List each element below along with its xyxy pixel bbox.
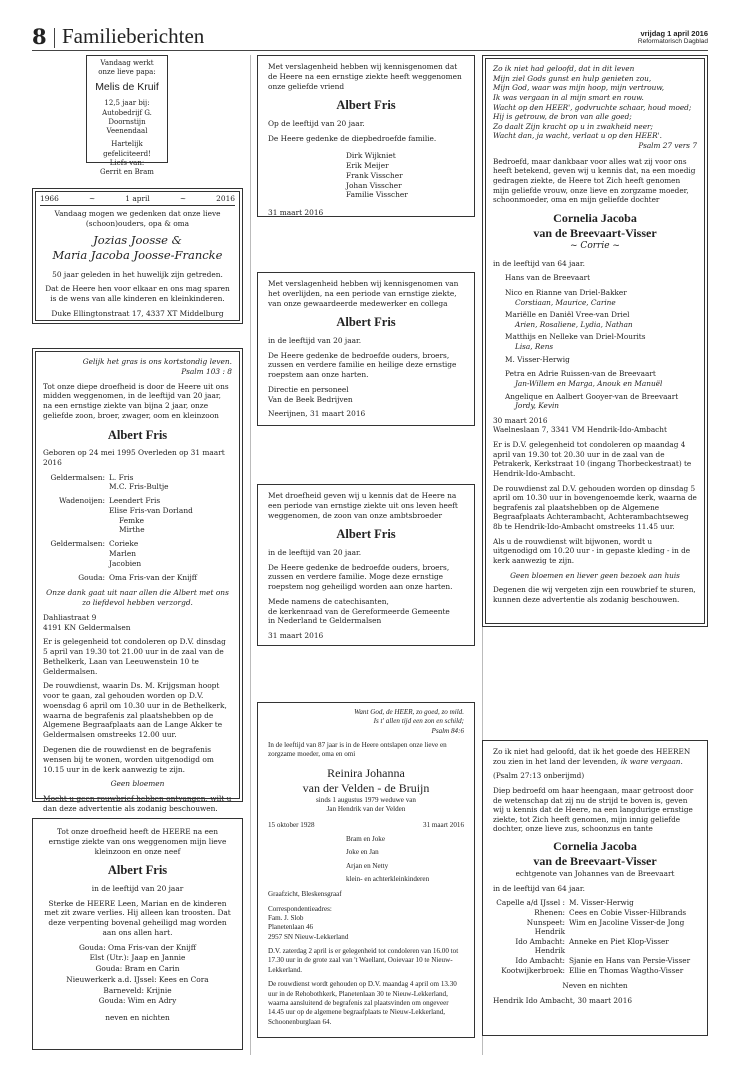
address: Waelneslaan 7, 3341 VM Hendrik-Ido-Ambacht: [493, 425, 667, 435]
family-group: Gouda: Oma Fris-van der Knijff: [78, 572, 198, 582]
couple-name: Maria Jacoba Joosse-Francke: [52, 248, 223, 263]
deceased-name: van der Velden - de Bruijn: [302, 780, 430, 795]
column-rule: [250, 55, 251, 1055]
family-row: Ido Ambacht: Anneke en Piet Klop-Visser: [515, 936, 669, 946]
deceased-name: van de Breevaart-Visser: [533, 225, 657, 240]
announcement-albert-fris-church: Met droefheid geven wij u kennis dat de Heere na een periode van ernstige ziekte uit ons leven heeft weggenomen, de zoon van onze ambtsbroeder Albert Fris in de leeftijd van 20 jaar. De Heere gedenke de bedroefde ouders, broers, zussen en verdere familie. Moge deze ernstige roepstem nog geheiligd worden aan onze harten. Mede namens de catechisanten, de kerkenraad van de Gereformeerde Gemeente in Nederland te Geldermalsen 31 maart 2016: [257, 484, 475, 646]
issue-date: vrijdag 1 april 2016: [640, 29, 708, 38]
announcement-albert-fris-employer: Met verslagenheid hebben wij kennisgenomen van het overlijden, na een periode van ernstige ziekte, van onze gewaardeerde medewerker en collega Albert Fris in de leeftijd van 20 jaar. De Heere gedenke de bedroefde ouders, broers, zussen en verdere familie en heilige deze ernstige roepstem aan onze harten. Directie en personeel Van de Beek Bedrijven Neerijnen, 31 maart 2016: [257, 272, 475, 426]
deceased-name: Reinira Johanna: [327, 765, 405, 780]
family-group: Geldermalsen: Corieke Marlen Jacobien: [50, 539, 142, 568]
announcement-van-der-velden: Want God, de HEER, zo goed, zo mild. Is t' allen tijd een zon en schild; Psalm 84:6 In de leeftijd van 87 jaar is in de Heere ontslapen onze lieve en zorgzame moeder, oma en omi Reinira Johanna van der Velden - de Bruijn sinds 1 augustus 1979 weduwe van Jan Hendrik van der Velden 15 oktober 1928 31 maart 2016 Bram en Joke Joke en Jan Arjan en Netty klein- en achterkleinkinderen Graafzicht, Bleskensgraaf Correspondentieadres: Fam. J. Slob Planetenlaan 46 2957 SN Nieuw-Lekkerland D.V. zaterdag 2 april is er gelegenheid tot condoleren van 16.00 tot 17.30 uur in de grote zaal van 't Waellant, Ooievaar 10 te Nieuw-Lekkerland. De rouwdienst wordt gehouden op D.V. maandag 4 april om 13.30 uur in de Rehobothkerk, Planetenlaan 30 te Nieuw-Lekkerland, waarna aansluitend de begrafenis zal plaatsvinden om ongeveer 14.45 uur op de algemene begraafplaats te Nieuw-Lekkerland, Schoonenburglaan 64.: [257, 702, 475, 1038]
family-row: Capelle a/d IJssel : M. Visser-Herwig: [496, 898, 634, 908]
date: 30 maart 2016: [493, 415, 548, 425]
life-dates: 15 oktober 1928 31 maart 2016: [268, 820, 464, 829]
deceased-name: Albert Fris: [107, 427, 168, 442]
deceased-name: Albert Fris: [336, 98, 396, 113]
person-name: Melis de Kruif: [95, 81, 159, 94]
announcement-albert-fris-relatives: Tot onze droefheid heeft de HEERE na een ernstige ziekte van ons weggenomen mijn lieve kleinzoon en onze neef Albert Fris in de leeftijd van 20 jaar Sterke de HEERE Leen, Marian en de kinderen met zit zware verlies. Hij alleen kan troosten. Dat deze verpenting bovenal geheiligd mag worden aan ons allen hart. Gouda: Oma Fris-van der Knijff Elst (Utr.): Jaap en Jannie Gouda: Bram en Carin Nieuwerkerk a.d. IJssel: Kees en Cora Barneveld: Krijnie Gouda: Wim en Adry neven en nichten: [32, 818, 243, 1050]
page-number: 8: [32, 24, 47, 49]
family-group: Wadenoijen: Leendert Fris Elise Fris-van Dorland Femke Mirthe: [59, 496, 193, 535]
date: Neerijnen, 31 maart 2016: [268, 409, 366, 419]
date: 31 maart 2016: [268, 631, 324, 641]
deceased-name: Albert Fris: [336, 315, 396, 330]
address: Duke Ellingtonstraat 17, 4337 XT Middelburg: [51, 308, 224, 318]
page-header: [32, 26, 708, 51]
announcement-cornelia-van-de-breevaart-visser: Zo ik niet had geloofd, dat in dit leven Mijn ziel Gods gunst en hulp genieten zou, Mijn God, waar was mijn hoop, mijn vertrouw, Ik was vergaan in al mijn smart en rouw. Wacht op den HEER', godvruchte schaar, houd moed; Hij is getrouw, de bron van alle goed; Zo daalt Zijn kracht op u in zwakheid neer; Wacht dan, ja wacht, verlaat u op den HEER'. Psalm 27 vers 7 Bedroefd, maar dankbaar voor alles wat zij voor ons heeft betekend, geven wij u kennis dat, na een moedig gedragen ziekte, de Heere tot Zich heeft genomen mijn geliefde vrouw, onze lieve en zorgzame moeder, schoonmoeder, oma en mijn geliefde dochter Cornelia Jacoba van de Breevaart-Visser ~ Corrie ~ in de leeftijd van 64 jaar. Hans van de Breevaart Nico en Rianne van Driel-Bakker Corstiaan, Maurice, Carine Mariëlle en Daniël Vree-van Driel Arien, Rosaliene, Lydia, Nathan Matthijs en Nelleke van Driel-Mourits Lisa, Rens M. Visser-Herwig Petra en Adrie Ruissen-van de Breevaart Jan-Willem en Marga, Anouk en Manuël Angelique en Aalbert Gooyer-van de Breevaart Jordy, Kevin 30 maart 2016 Waelneslaan 7, 3341 VM Hendrik-Ido-Ambacht Er is D.V. gelegenheid tot condoleren op maandag 4 april van 19.30 tot 20.30 uur in de zaal van de Petrakerk, Kerkstraat 10 (ingang Thorbeckestraat) te Hendrik-Ido-Ambacht. De rouwdienst zal D.V. gehouden worden op dinsdag 5 april om 10.30 uur in bovengenoemde kerk, waarna de begrafenis zal plaatshebben op de Algemene Begraafplaats Achterambacht, Achterambachtseweg 8b te Hendrik-Ido-Ambacht omstreeks 11.45 uur. Als u de rouwdienst wilt bijwonen, wordt u uitgenodigd om 10.20 uur - in gepaste kleding - in de kerk aanwezig te zijn. Geen bloemen en liever geen bezoek aan huis Degenen die wij vergeten zijn een rouwbrief te sturen, kunnen deze advertentie als zodanig beschouwen.: [482, 55, 708, 627]
address: Dahliastraat 9: [43, 612, 97, 622]
family-group: Geldermalsen: L. Fris M.C. Fris-Bultje: [50, 472, 169, 492]
section-title: Familieberichten: [62, 24, 205, 48]
family-row: Nunspeet: Wim en Jacoline Visser-de Jong: [526, 917, 685, 927]
deceased-name: Albert Fris: [336, 527, 396, 542]
nickname: ~ Corrie ~: [570, 240, 620, 251]
announcement-albert-fris-friends: Met verslagenheid hebben wij kennisgenomen dat de Heere na een ernstige ziekte heeft weggenomen onze geliefde vriend Albert Fris Op de leeftijd van 20 jaar. De Heere gedenke de diepbedroefde familie. Dirk Wijkniet Erik Meijer Frank Visscher Johan Visscher Familie Visscher 31 maart 2016: [257, 55, 475, 217]
announcement-cornelia-family-visser: Zo ik niet had geloofd, dat ik het goede des HEEREN zou zien in het land der levenden, ik ware vergaan. (Psalm 27:13 onberijmd) Diep bedroefd om haar heengaan, maar getroost door de wetenschap dat zij nu de strijd te boven is, geven wij u kennis dat de Heere, na een langdurige ernstige ziekte, tot Zich heeft genomen, mijn innig geliefde dochter, onze lieve zus, schoonzus en tante Cornelia Jacoba van de Breevaart-Visser echtgenote van Johannes van de Breevaart in de leeftijd van 64 jaar. Capelle a/d IJssel : M. Visser-Herwig Rhenen: Cees en Cobie Visser-Hilbrands Nunspeet: Wim en Jacoline Visser-de Jong Hendrik Ido Ambacht: Anneke en Piet Klop-Visser Hendrik Ido Ambacht: Sjanie en Hans van Persie-Visser Kootwijkerbroek: Ellie en Thomas Wagtho-Visser Neven en nichten Hendrik Ido Ambacht, 30 maart 2016: [482, 740, 708, 1036]
announcement-melis-de-kruif: Vandaag werkt onze lieve papa: Melis de Kruif 12,5 jaar bij: Autobedrijf G. Doornstijn Veenendaal Hartelijk gefeliciteerd! Liefs van: Gerrit en Bram: [86, 55, 168, 163]
announcement-albert-fris-family: Gelijk het gras is ons kortstondig leven. Psalm 103 : 8 Tot onze diepe droefheid is door de Heere uit ons midden weggenomen, in de leeftijd van 20 jaar, na een ernstige ziekte van bijna 2 jaar, onze geliefde zoon, broer, zwager, oom en kleinzoon Albert Fris Geboren op 24 mei 1995 Overleden op 31 maart 2016 Geldermalsen: L. Fris M.C. Fris-Bultje Wadenoijen: Leendert Fris Elise Fris-van Dorland Femke Mirthe Geldermalsen: Corieke Marlen Jacobien Gouda: Oma Fris-van der Knijff Onze dank gaat uit naar allen die Albert met ons zo liefdevol hebben verzorgd. Dahliastraat 9 4191 KN Geldermalsen Er is gelegenheid tot condoleren op D.V. dinsdag 5 april van 19.30 tot 21.00 uur in de zaal van de Bethelkerk, Laan van Leeuwenstein 10 te Geldermalsen. De rouwdienst, waarin Ds. M. Krijgsman hoopt voor te gaan, zal gehouden worden op D.V. woensdag 6 april om 10.30 uur in de Bethelkerk, waarna de begrafenis zal plaatshebben op de Algemene Begraafplaats aan de Lange Akker te Geldermalsen omstreeks 12.00 uur. Degenen die de rouwdienst en de begrafenis wensen bij te wonen, worden uitgenodigd om 10.15 uur in de kerk aanwezig te zijn. Geen bloemen Mocht u geen rouwbrief hebben ontvangen, wilt u dan deze advertentie als zodanig beschouwen.: [32, 348, 243, 802]
family-row: Hendrik: [534, 927, 565, 937]
deceased-name: Albert Fris: [107, 863, 168, 878]
deceased-name: Cornelia Jacoba: [553, 839, 637, 853]
family-row: Rhenen: Cees en Cobie Visser-Hilbrands: [534, 907, 687, 917]
date: Hendrik Ido Ambacht, 30 maart 2016: [493, 995, 632, 1005]
newspaper-name: Reformatorisch Dagblad: [637, 38, 708, 45]
announcement-joosse-anniversary: 1966 ~ 1 april ~ 2016 Vandaag mogen we gedenken dat onze lieve (schoon)ouders, opa & oma Jozias Joosse & Maria Jacoba Joosse-Francke 50 jaar geleden in het huwelijk zijn getreden. Dat de Heere hen voor elkaar en ons mag sparen is de wens van alle kinderen en kleinkinderen. Duke Ellingtonstraat 17, 4337 XT Middelburg: [32, 188, 243, 324]
family-row: Kootwijkerbroek: Ellie en Thomas Wagtho-Visser: [501, 965, 684, 975]
family-row: Ido Ambacht: Sjanie en Hans van Persie-Visser: [515, 956, 691, 965]
deceased-name: Cornelia Jacoba: [553, 210, 637, 225]
couple-name: Jozias Joosse &: [93, 233, 182, 248]
family-row: Hendrik: [534, 946, 565, 956]
anniversary-dates: 1966 ~ 1 april ~ 2016: [40, 194, 235, 206]
deceased-name: van de Breevaart-Visser: [533, 854, 657, 868]
date: 31 maart 2016: [268, 208, 324, 218]
header-divider: [54, 28, 55, 48]
